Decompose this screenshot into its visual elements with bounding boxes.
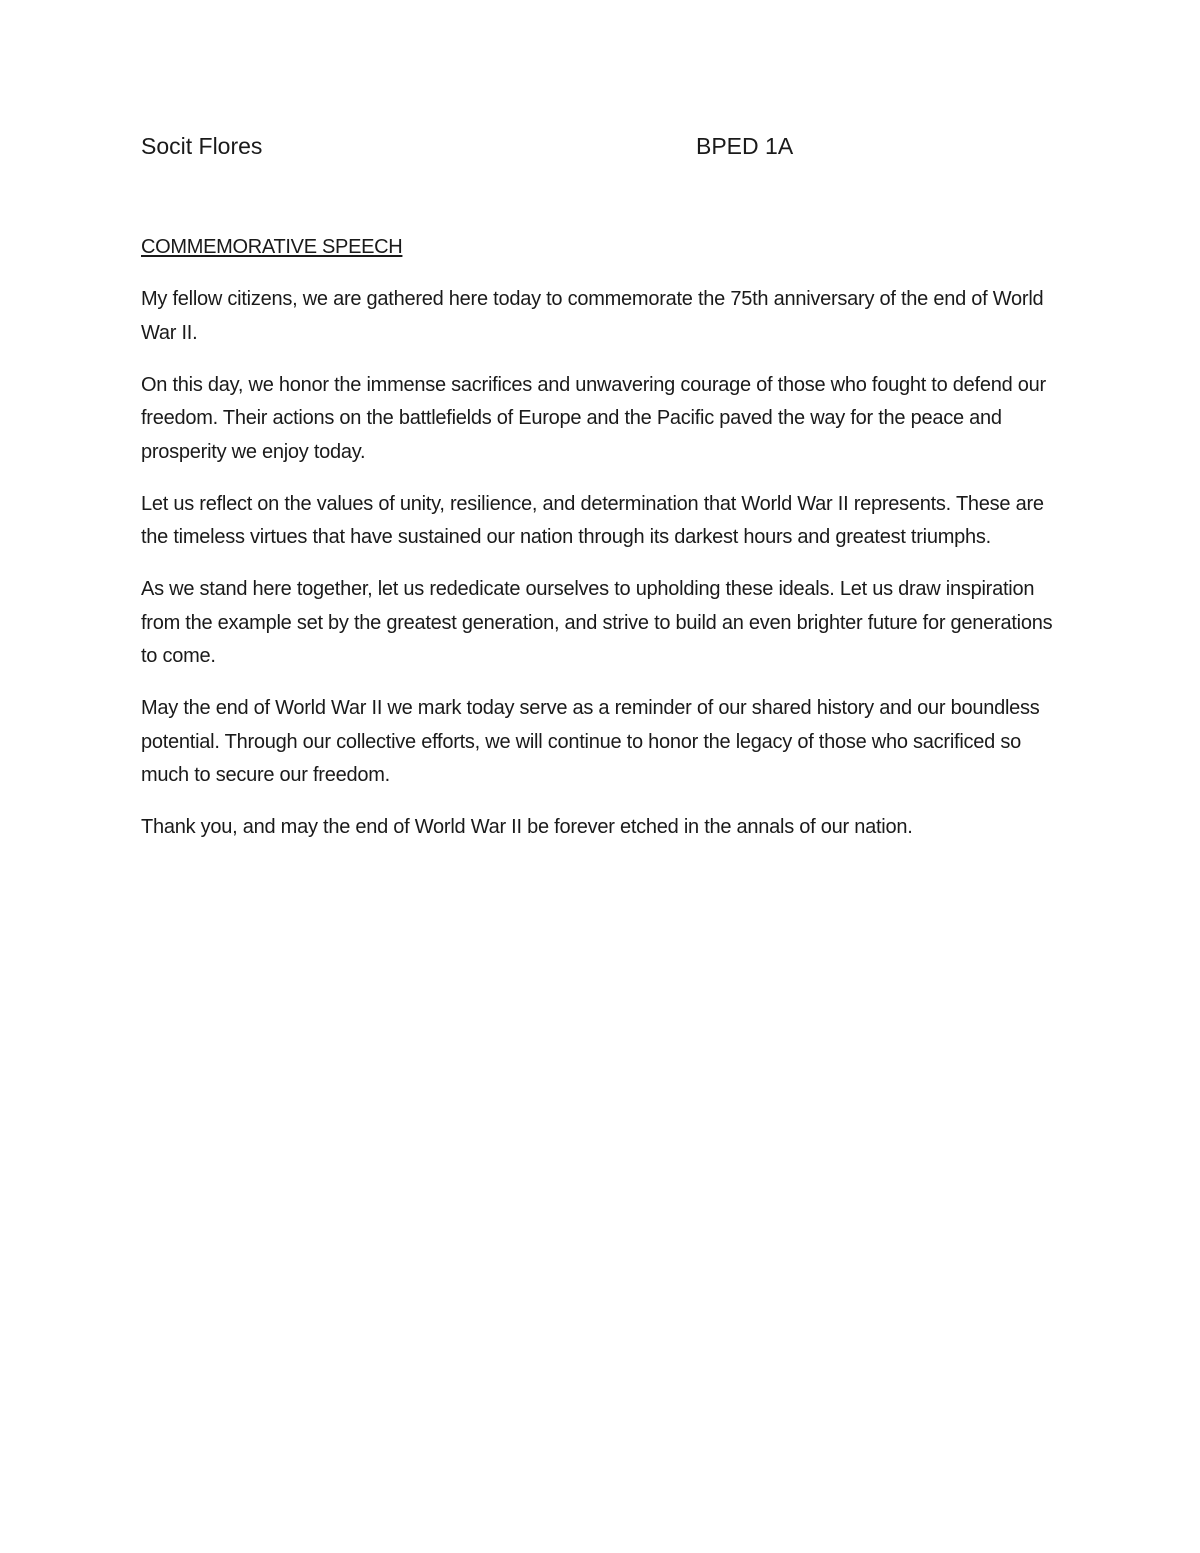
document-header <box>141 130 1061 162</box>
paragraph: My fellow citizens, we are gathered here today to commemorate the 75th anniversary of the end of World War II. <box>141 288 1044 344</box>
paragraph: Let us reflect on the values of unity, resilience, and determination that World War II represents. These are the timeless virtues that have sustained our nation through its darkest hours and greatest triumphs. <box>141 492 1044 548</box>
class-section: BPED 1A <box>696 133 794 159</box>
paragraph: May the end of World War II we mark today serve as a reminder of our shared history and our boundless potential. Through our collective efforts, we will continue to honor the legacy of those who sacrificed so much to secure our freedom. <box>141 697 1040 786</box>
speech-body <box>141 283 1061 863</box>
paragraph: Thank you, and may the end of World War II be forever etched in the annals of our nation. <box>141 816 913 838</box>
paragraph: On this day, we honor the immense sacrifices and unwavering courage of those who fought to defend our freedom. Their actions on the battlefields of Europe and the Pacific paved the way for the peace and prosperity we enjoy today. <box>141 373 1046 463</box>
speech-title: COMMEMORATIVE SPEECH <box>141 236 403 258</box>
author-name: Socit Flores <box>141 133 263 159</box>
paragraph: As we stand here together, let us rededicate ourselves to upholding these ideals. Let us draw inspiration from the example set by the greatest generation, and strive to build an even brighter future for generations to come. <box>141 578 1053 667</box>
